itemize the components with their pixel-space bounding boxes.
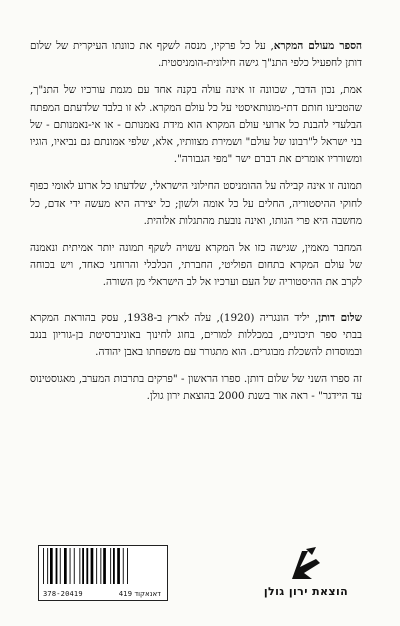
- paragraph-1: הספר מעולם המקרא, על כל פרקיו, מנסה לשקף את כוונתו העיקרית של שלום דותן לחפעיל כלפי התנ"ך גישה חילונית-הומניסטית.: [30, 40, 362, 70]
- author-previous-book: זה ספרו השני של שלום דותן. ספרו הראשון - "פרקים בתרבות המערב, מאגוסטינוס עד היידגר" - ראה אור בשנת 2000 בהוצאת ירון גולן.: [30, 373, 362, 403]
- barcode-number: 378-20419: [43, 590, 83, 598]
- barcode: [38, 545, 168, 601]
- publisher-name: הוצאת ירון גולן: [263, 585, 349, 598]
- barcode-code-label: דאנאקוד 419: [118, 590, 161, 598]
- publisher-block: [248, 545, 364, 605]
- paragraph-4: המחבר מאמין, שגישה כזו אל המקרא עשויה לשקף תמונה יותר אמיתית ונאמנה של עולם המקרא בתחום הפוליטי, החברתי, הכלכלי והרוחני כאחד, ויש בכוחה לקרב את ההיסטוריה של העם וערכיו אל לב הישראלי מן השורה.: [30, 242, 362, 289]
- publisher-logo-icon: [286, 545, 326, 581]
- author-bio: שלום דותן, יליד הונגריה (1920), עלה לארץ ב-1938, עסק בהוראת המקרא בבתי ספר תיכוניים, במכללות למורים, בחוג לחינוך באוניברסיטת בן-גוריון בנגב ובמוסדות להשכלת מבוגרים. הוא מתגורר עם משפחתו באבן יהודה.: [30, 311, 362, 359]
- paragraph-2: אמת, נכון הדבר, שכוונה זו אינה עולה בקנה אחד עם מגמת עורכיו של התנ"ך, שהטביעו חותם דתי-מונותאיסטי על כל עולם המקרא. לא זו בלבד שלדעתם המפתח הבלעדי להבנת כל ארועי עולם המקרא הוא מידת נאמנותם - או אי-נאמנותם - של בני ישראל ל"רבונו של עולם" ושמירת מצוותיו, אלא, שלפי אמונתם גם נביאיו, הוגיו ומשורריו אומרים את דברם ישר "מפי הגבורה".: [30, 84, 362, 166]
- paragraph-3: תמונה זו אינה קבילה על ההומניסט החילוני הישראלי, שלדעתו כל ארוע לאומי כפוף לחוקי ההיסטוריה, החלים על כל אומה ולשון; כל יצירה היא מעשה ידי אדם, כל מחשבה היא פרי הגותו, ואינה נובעת מהתגלות אלוהית.: [30, 180, 362, 227]
- barcode-icon: [41, 548, 163, 586]
- blurb-text: [30, 38, 362, 416]
